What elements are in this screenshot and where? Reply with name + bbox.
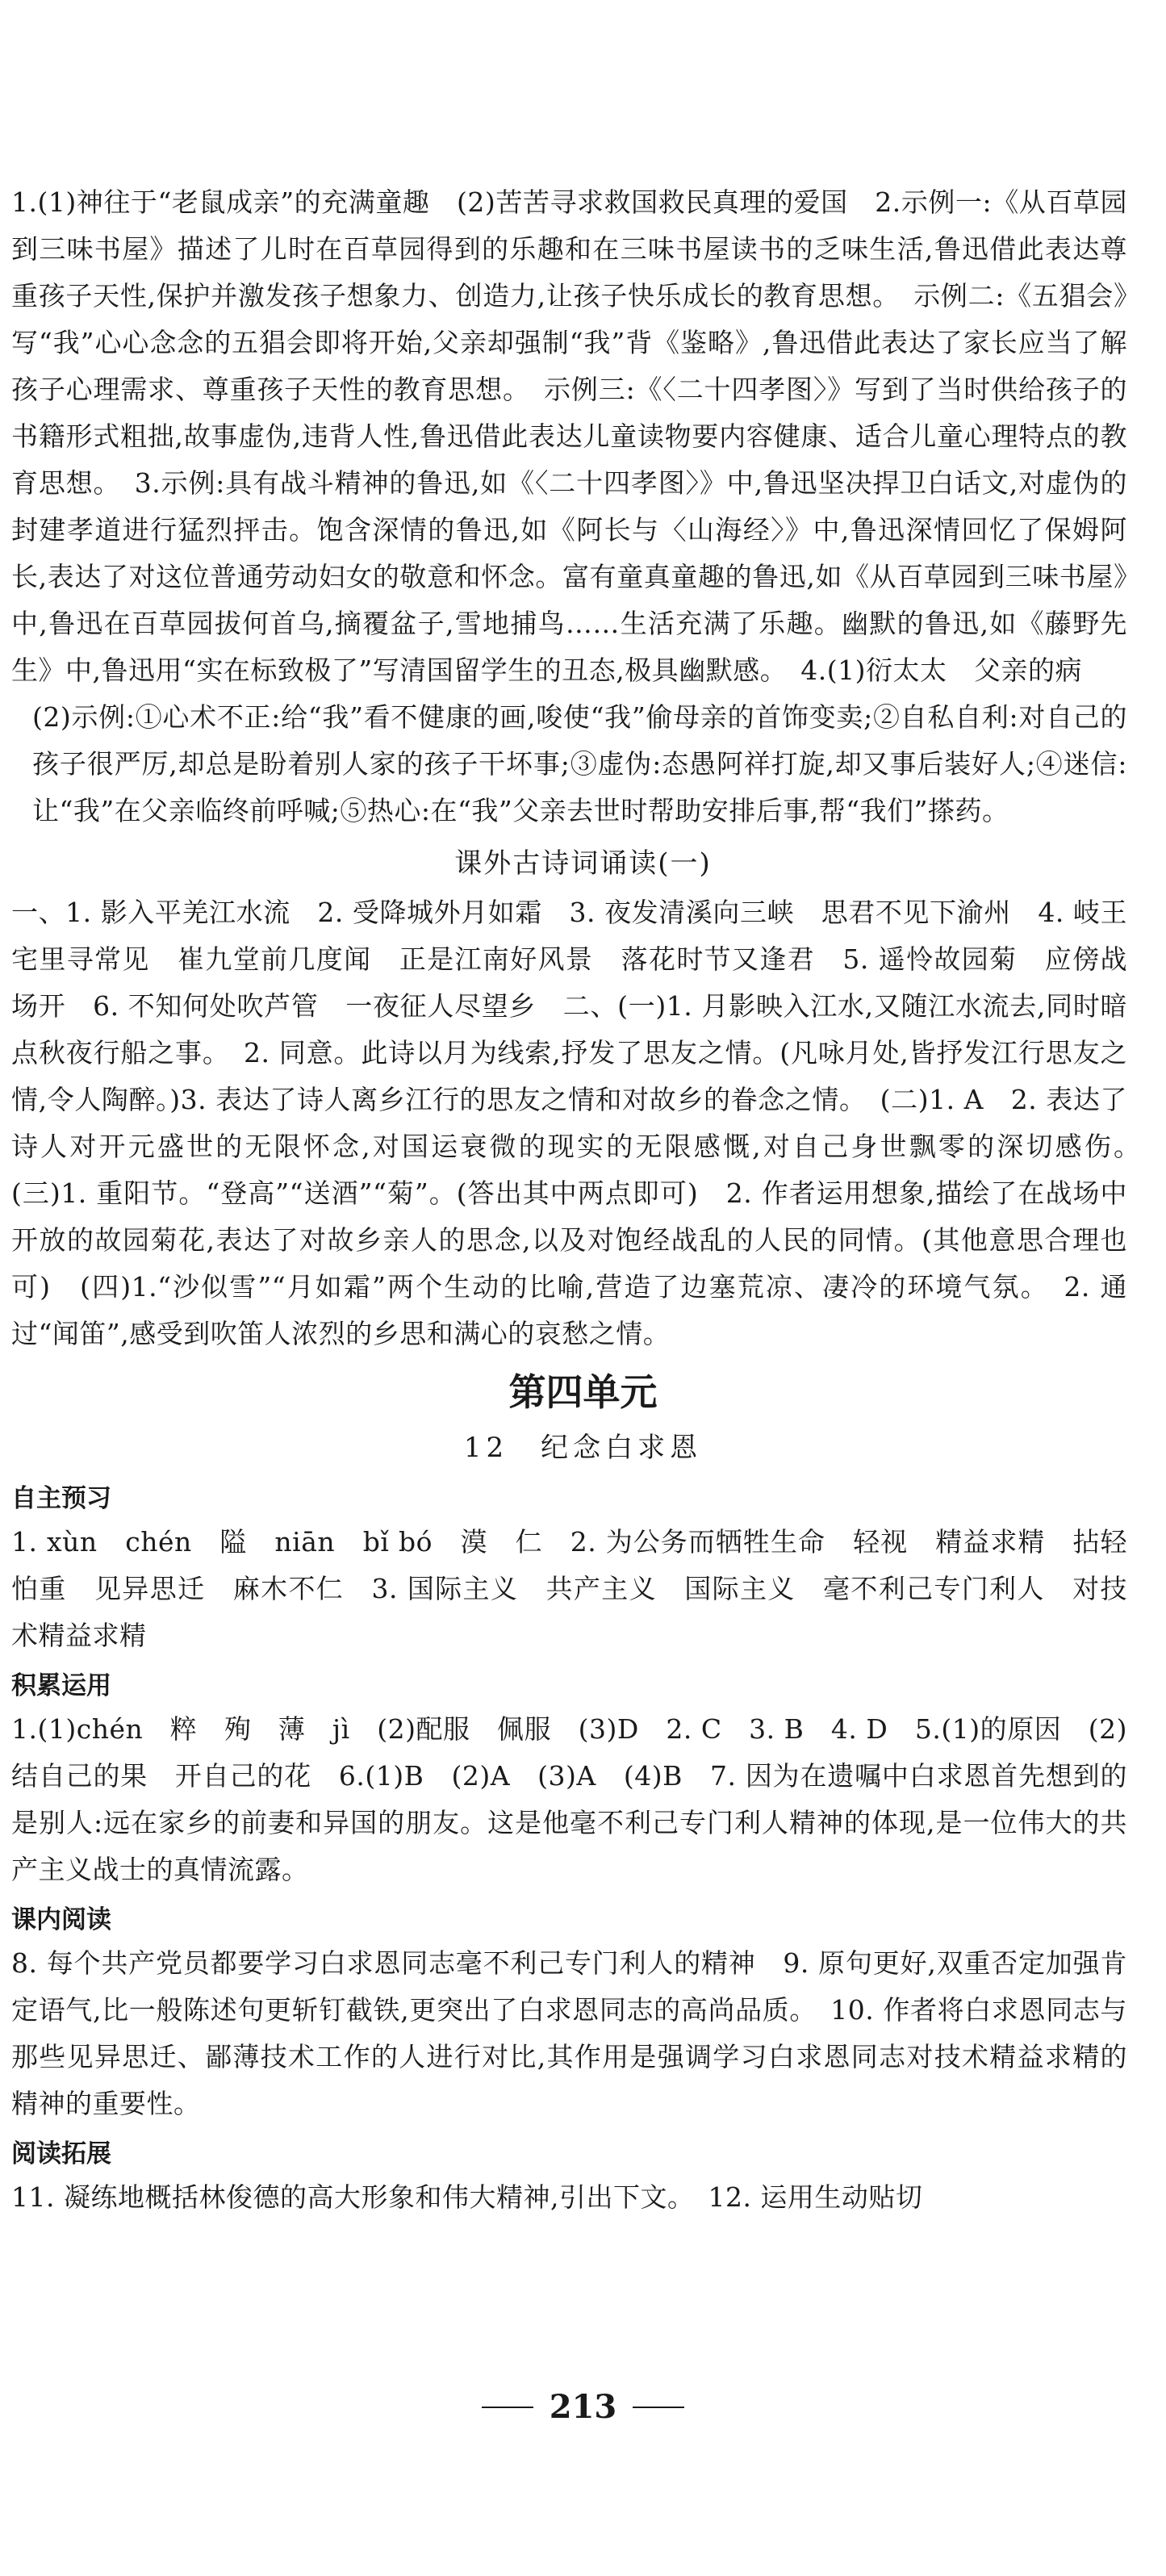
heading-extended-reading: 阅读拓展 [11,2139,111,2168]
answer-paragraph-4-2: (2)示例:①心术不正:给“我”看不健康的画,唆使“我”偷母亲的首饰变卖;②自私自利:对自己的孩子很严厉,却总是盼着别人家的孩子干坏事;③虚伪:态愚阿祥打旋,却又事后装好人;④迷信:让“我”在父亲临终前呼喊;⑤热心:在“我”父亲去世时帮助安排后事,帮“我们”搽药。 [32,701,1127,826]
page-number [0,2381,1166,2432]
extended-reading-answers: 11. 凝练地概括林俊德的高大形象和伟大精神,引出下文。 12. 运用生动贴切 [11,2181,923,2213]
preview-answers: 1. xùn chén 隘 niān bǐ bó 漠 仁 2. 为公务而牺牲生命 轻视 精益求精 拈轻怕重 见异思迁 麻木不仁 3. 国际主义 共产主义 国际主义 毫不利己专门利人 对技术精益求精 [11,1526,1127,1651]
lesson-title: 12 纪念白求恩 [463,1432,703,1464]
accumulation-answers: 1.(1)chén 粹 殉 薄 jì (2)配服 佩服 (3)D 2. C 3. B 4. D 5.(1)的原因 (2)结自己的果 开自己的花 6.(1)B (2)A (3)A (4)B 7. 因为在遗嘱中白求恩首先想到的是别人:远在家乡的前妻和异国的朋友。这是他毫不利己专门利人精神的体现,是一位伟大的共产主义战士的真情流露。 [11,1713,1127,1885]
heading-preview: 自主预习 [11,1484,111,1513]
page-number-right-rule [633,2407,684,2408]
in-class-reading-answers: 8. 每个共产党员都要学习白求恩同志毫不利己专门利人的精神 9. 原句更好,双重否定加强肯定语气,比一般陈述句更斩钉截铁,更突出了白求恩同志的高尚品质。 10. 作者将白求恩同志与那些见异思迁、鄙薄技术工作的人进行对比,其作用是强调学习白求恩同志对技术精益求精的精神的重要性。 [11,1947,1127,2119]
page-number-left-rule [482,2407,533,2408]
heading-accumulation: 积累运用 [11,1671,111,1700]
page-number-value: 213 [549,2388,617,2426]
section-title-poetry: 课外古诗词诵读(一) [454,847,712,880]
page-content [0,179,1166,2221]
heading-in-class-reading: 课内阅读 [11,1905,111,1934]
unit-title: 第四单元 [508,1370,658,1414]
poetry-answers: 一、1. 影入平羌江水流 2. 受降城外月如霜 3. 夜发清溪向三峡 思君不见下渝州 4. 岐王宅里寻常见 崔九堂前几度闻 正是江南好风景 落花时节又逢君 5. 遥怜故园菊 应傍战场开 6. 不知何处吹芦管 一夜征人尽望乡 二、(一)1. 月影映入江水,又随江水流去,同时暗点秋夜行船之事。 2. 同意。此诗以月为线索,抒发了思友之情。(凡咏月处,皆抒发江行思友之情,令人陶醉。)3. 表达了诗人离乡江行的思友之情和对故乡的眷念之情。 (二)1. A 2. 表达了诗人对开元盛世的无限怀念,对国运衰微的现实的无限感慨,对自己身世飘零的深切感伤。 (三)1. 重阳节。“登高”“送酒”“菊”。(答出其中两点即可) 2. 作者运用想象,描绘了在战场中开放的故园菊花,表达了对故乡亲人的思念,以及对饱经战乱的人民的同情。(其他意思合理也可) (四)1.“沙似雪”“月如霜”两个生动的比喻,营造了边塞荒凉、凄冷的环境气氛。 2. 通过“闻笛”,感受到吹笛人浓烈的乡思和满心的哀愁之情。 [11,897,1155,1349]
answer-paragraph-lu-xun: 1.(1)神往于“老鼠成亲”的充满童趣 (2)苦苦寻求救国救民真理的爱国 2.示例一:《从百草园到三味书屋》描述了儿时在百草园得到的乐趣和在三味书屋读书的乏味生活,鲁迅借此表达尊重孩子天性,保护并激发孩子想象力、创造力,让孩子快乐成长的教育思想。 示例二:《五猖会》写“我”心心念念的五猖会即将开始,父亲却强制“我”背《鉴略》,鲁迅借此表达了家长应当了解孩子心理需求、尊重孩子天性的教育思想。 示例三:《〈二十四孝图〉》写到了当时供给孩子的书籍形式粗拙,故事虚伪,违背人性,鲁迅借此表达儿童读物要内容健康、适合儿童心理特点的教育思想。 3.示例:具有战斗精神的鲁迅,如《〈二十四孝图〉》中,鲁迅坚决捍卫白话文,对虚伪的封建孝道进行猛烈抨击。饱含深情的鲁迅,如《阿长与〈山海经〉》中,鲁迅深情回忆了保姆阿长,表达了对这位普通劳动妇女的敬意和怀念。富有童真童趣的鲁迅,如《从百草园到三味书屋》中,鲁迅在百草园拔何首乌,摘覆盆子,雪地捕鸟……生活充满了乐趣。幽默的鲁迅,如《藤野先生》中,鲁迅用“实在标致极了”写清国留学生的丑态,极具幽默感。 4.(1)衍太太 父亲的病 [11,186,1127,686]
